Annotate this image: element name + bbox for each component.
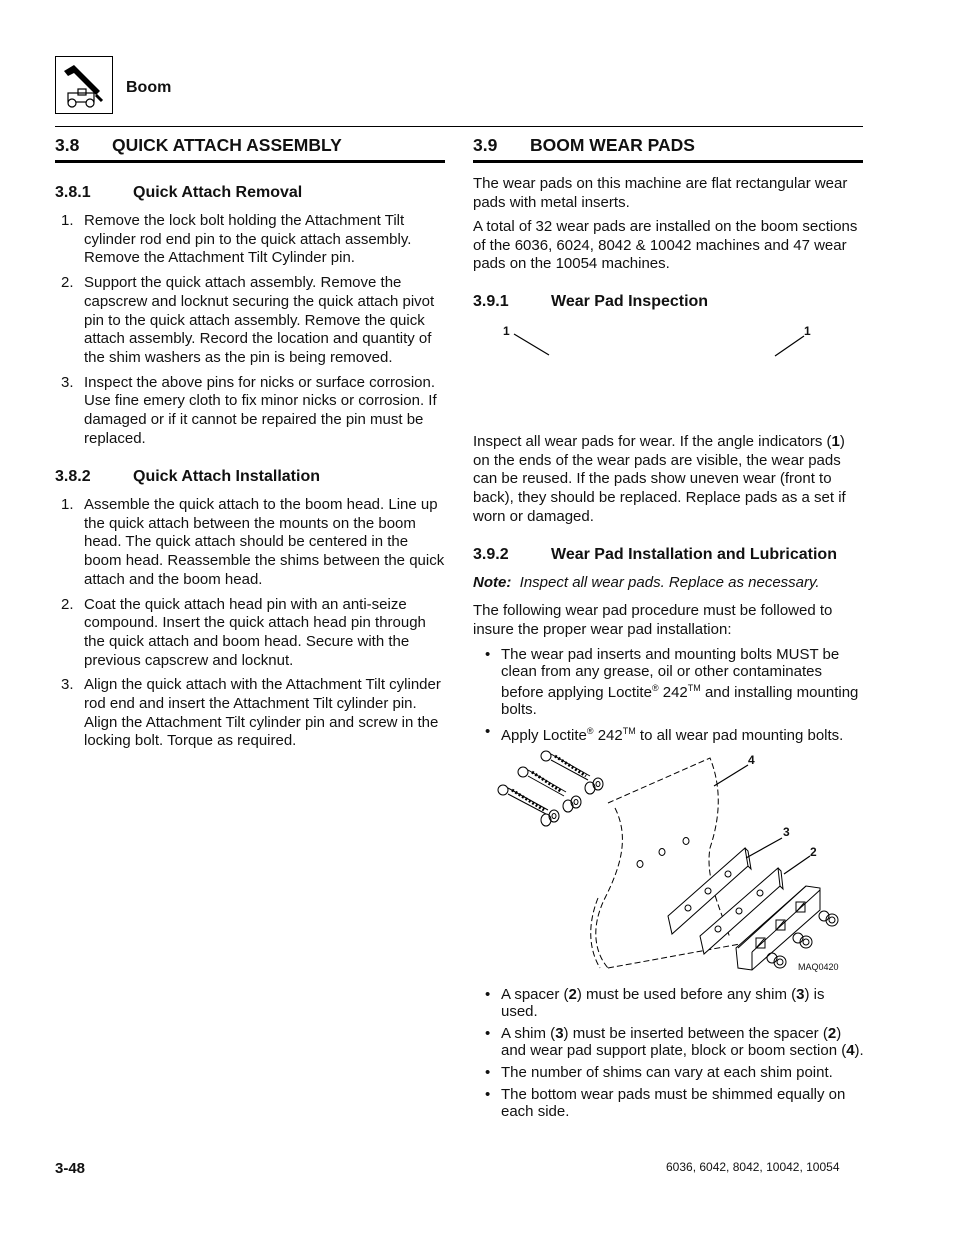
note: Note: Inspect all wear pads. Replace as necessary. [473,574,820,591]
list-item: 2. Coat the quick attach head pin with an anti-seize compound. Insert the quick attach head pin through the quick attach and boom head. Secure with the previous capscrew and locknut. [61,595,426,669]
model-list: 6036, 6042, 8042, 10042, 10054 [666,1160,840,1174]
section-3-9-rule [473,160,863,163]
list-item: • The number of shims can vary at each shim point. [473,1064,865,1081]
section-3-8-heading: 3.8 QUICK ATTACH ASSEMBLY [55,135,342,155]
page-number: 3-48 [55,1160,86,1177]
subsection-3-9-1-heading: 3.9.1 Wear Pad Inspection [473,293,709,310]
header-rule [55,126,863,127]
subsection-3-9-2-heading: 3.9.2 Wear Pad Installation and Lubrication [473,546,837,563]
list-item: 2. Support the quick attach assembly. Remove the capscrew and locknut securing the quick attach pivot pin to the quick attach assembly. Remove the quick attach assembly. Record the location and quantity of the shim washers as the pin is being removed. [61,274,435,366]
list-item: 3. Inspect the above pins for nicks or surface corrosion. Use fine emery cloth to fix minor nicks or corrosion. If damaged or if it cannot be repaired the pin must be replaced. [61,373,437,447]
callout-leader-right [772,334,806,358]
list-item: • A spacer (2) must be used before any shim (3) is used. [473,986,865,1020]
chapter-title: Boom [126,79,172,96]
callout-label-1-left: 1 [503,324,510,338]
installation-steps [55,496,447,757]
intro-paragraph-1: The wear pads on this machine are flat rectangular wear pads with metal inserts. [473,175,848,211]
callout-leader-left [512,332,552,358]
list-item: 3. Align the quick attach with the Attachment Tilt cylinder rod end and insert the Attachment Tilt cylinder pin. Align the Attachment Tilt cylinder pin and screw in the locking bolt. Torque as required. [61,676,441,750]
section-3-8-rule [55,160,445,163]
section-3-9-heading: 3.9 BOOM WEAR PADS [473,135,695,155]
subsection-3-8-1-heading: 3.8.1 Quick Attach Removal [55,184,303,201]
removal-steps [55,212,447,454]
list-item: 1. Assemble the quick attach to the boom head. Line up the quick attach between the mounts on the boom head. The quick attach should be centered in the boom head. Reassemble the shims between the quick attach and the boom head. [61,496,445,588]
spacer-shim-bullets [473,986,865,1125]
intro-paragraph-2: A total of 32 wear pads are installed on the boom sections of the 6036, 6024, 8042 & 10042 machines and 47 wear pads on the 10054 machines. [473,218,858,273]
list-item: • The wear pad inserts and mounting bolts MUST be clean from any grease, oil or other contaminates before applying Loctite® 242™ and installing mounting bolts. [473,646,865,718]
callout-label-1-right: 1 [804,324,811,338]
boom-section-icon [55,56,113,114]
callout-label-2: 2 [810,845,817,859]
callout-label-4: 4 [748,753,755,767]
list-item: 1. Remove the lock bolt holding the Attachment Tilt cylinder rod end pin to the quick attach assembly. Remove the Attachment Tilt Cylinder pin. [61,212,412,267]
list-item: • The bottom wear pads must be shimmed equally on each side. [473,1086,865,1120]
figure-code: MAQ0420 [798,962,839,972]
wear-pad-exploded-diagram [490,748,850,978]
procedure-paragraph: The following wear pad procedure must be followed to insure the proper wear pad installation: [473,602,833,638]
inspection-paragraph: Inspect all wear pads for wear. If the angle indicators (1) on the ends of the wear pads are visible, the wear pads can be reused. If the pads show uneven wear (front to back), they should be replaced. Replace pads as a set if worn or damaged. [473,433,846,525]
loctite-bullets [473,646,865,749]
list-item: • Apply Loctite® 242™ to all wear pad mounting bolts. [473,723,865,744]
boom-icon [56,57,112,113]
list-item: • A shim (3) must be inserted between the spacer (2) and wear pad support plate, block or boom section (4). [473,1025,865,1059]
callout-label-3: 3 [783,825,790,839]
subsection-3-8-2-heading: 3.8.2 Quick Attach Installation [55,468,320,485]
